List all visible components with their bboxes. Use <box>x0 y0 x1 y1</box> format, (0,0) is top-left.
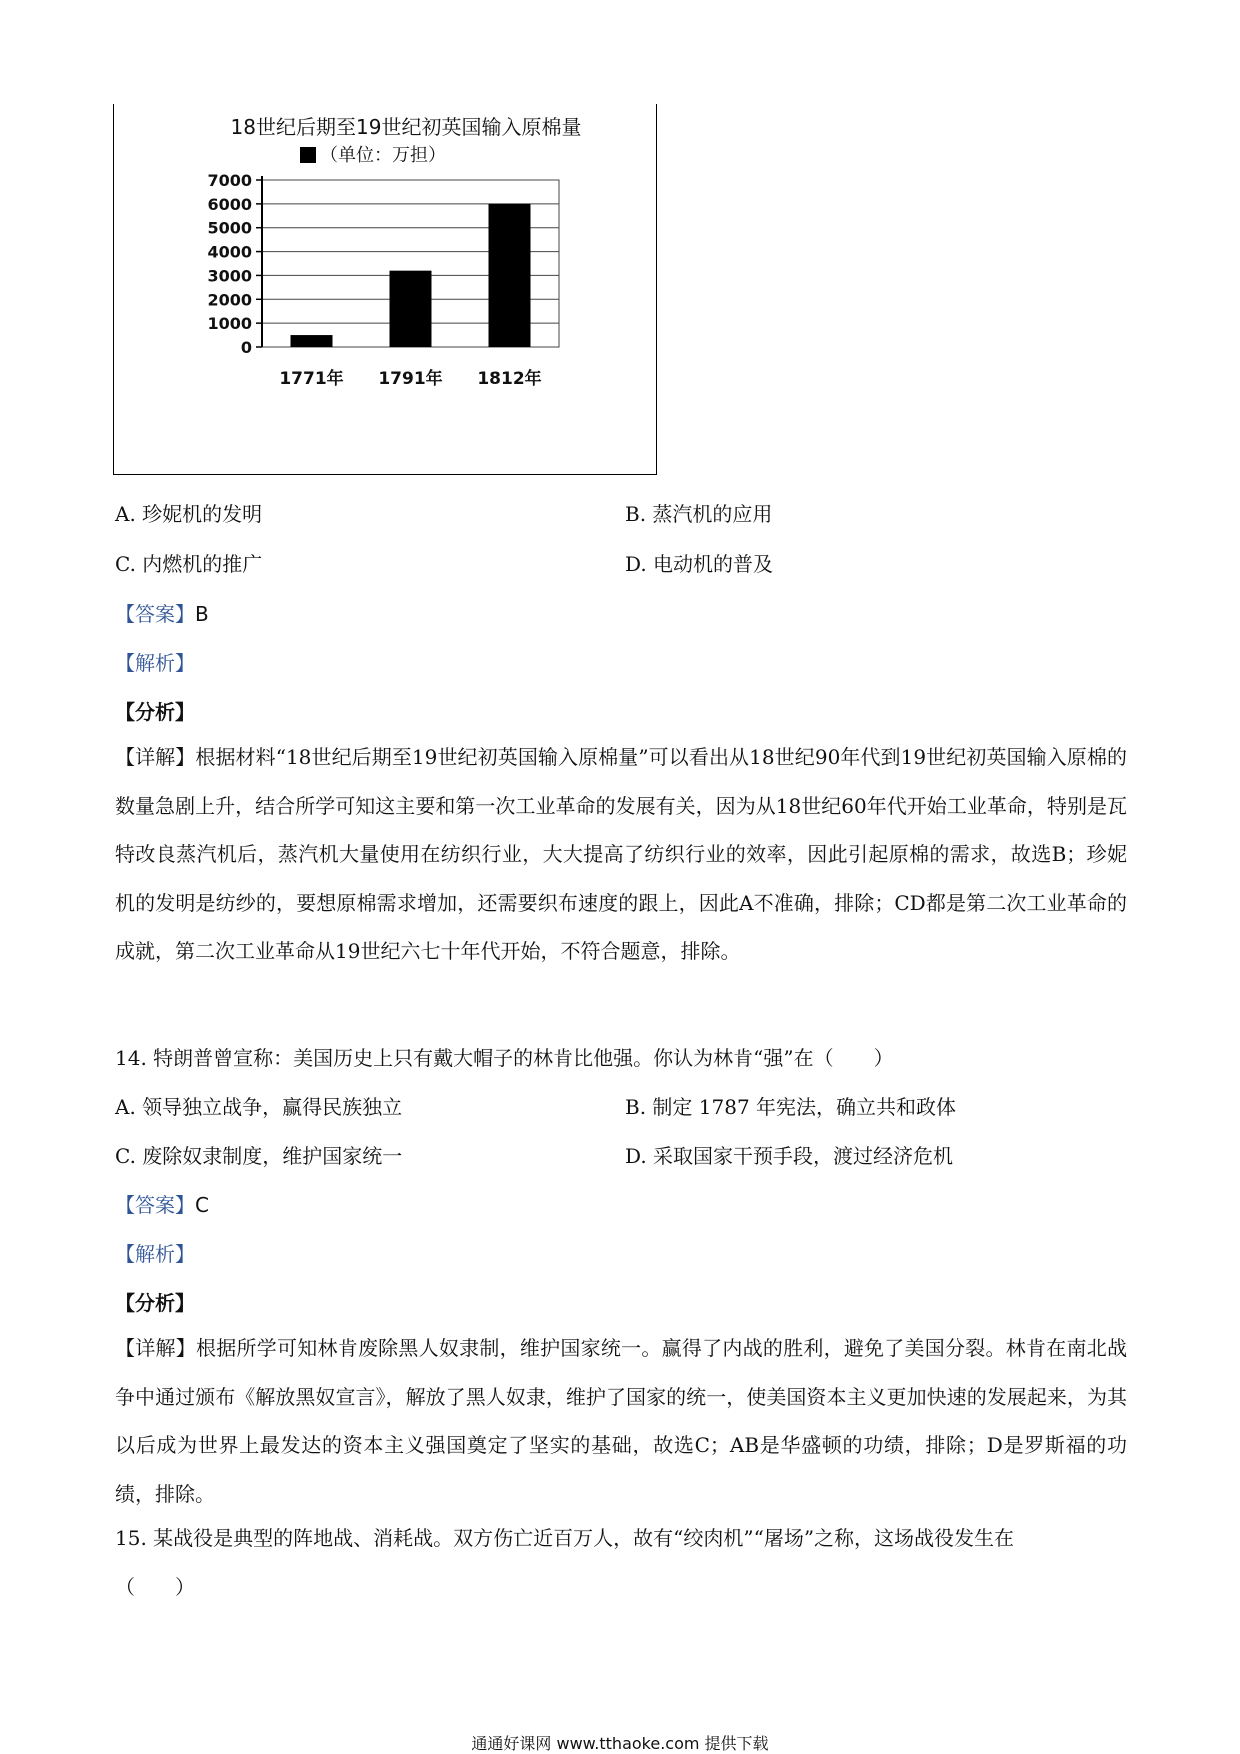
q14-detail-paragraph: 【详解】根据所学可知林肯废除黑人奴隶制，维护国家统一。赢得了内战的胜利，避免了美国分裂。林肯在南北战争中通过颁布《解放黑奴宣言》，解放了黑人奴隶，维护了国家的统一，使美国资本主义更加快速的发展起来，为其以后成为世界上最发达的资本主义强国奠定了坚实的基础，故选C；AB是华盛顿的功绩，排除；D是罗斯福的功绩，排除。 <box>115 1336 1127 1506</box>
q15-question-line2: （ ） <box>115 1575 195 1599</box>
q15-question-line1: 15. 某战役是典型的阵地战、消耗战。双方伤亡近百万人，故有“绞肉机”“屠场”之称，这场战役发生在 <box>115 1526 1015 1550</box>
chart-frame <box>113 104 657 475</box>
q14-analysis-label: 【解析】 <box>115 1242 195 1266</box>
q14-fenxi-line <box>115 1287 195 1316</box>
q14-question: 14. 特朗普曾宣称：美国历史上只有戴大帽子的林肯比他强。你认为林肯“强”在（ ） <box>115 1046 894 1070</box>
q13-option-b[interactable]: B. 蒸汽机的应用 <box>625 502 773 526</box>
q13-option-d[interactable]: D. 电动机的普及 <box>625 552 774 576</box>
q14-answer-label: 【答案】 <box>115 1193 195 1217</box>
bar-2 <box>489 204 531 347</box>
q13-answer-label: 【答案】 <box>115 602 195 626</box>
q13-fenxi-line <box>115 696 195 725</box>
q13-option-c[interactable]: C. 内燃机的推广 <box>115 552 263 576</box>
y-tick-label: 6000 <box>207 194 252 214</box>
q13-detail-paragraph: 【详解】根据材料“18世纪后期至19世纪初英国输入原棉量”可以看出从18世纪90年代到19世纪初英国输入原棉的数量急剧上升，结合所学可知这主要和第一次工业革命的发展有关，因为从18世纪60年代开始工业革命，特别是瓦特改良蒸汽机后，蒸汽机大量使用在纺织行业，大大提高了纺织行业的效率，因此引起原棉的需求，故选B；珍妮机的发明是纺纱的，要想原棉需求增加，还需要织布速度的跟上，因此A不准确，排除；CD都是第二次工业革命的成就，第二次工业革命从19世纪六七十年代开始，不符合题意，排除。 <box>115 745 1127 963</box>
bar-0 <box>291 335 333 347</box>
q13-answer-line <box>115 598 209 627</box>
q14-answer-value: C <box>195 1193 209 1217</box>
cotton-import-bar-chart <box>114 104 656 474</box>
legend-swatch <box>300 147 316 163</box>
q13-analysis-label: 【解析】 <box>115 651 195 675</box>
bar-1 <box>390 271 432 347</box>
y-tick-label: 0 <box>240 338 252 357</box>
chart-title: 18世纪后期至19世纪初英国输入原棉量 <box>230 115 582 139</box>
page-footer: 通通好课网 www.tthaoke.com 提供下载 <box>471 1734 769 1753</box>
q14-option-c[interactable]: C. 废除奴隶制度，维护国家统一 <box>115 1144 403 1168</box>
q13-answer-value: B <box>195 602 209 626</box>
q14-option-d[interactable]: D. 采取国家干预手段，渡过经济危机 <box>625 1144 954 1168</box>
q14-answer-line <box>115 1189 209 1218</box>
chart-legend: （单位：万担） <box>320 145 446 166</box>
q14-fenxi-label: 【分析】 <box>115 1291 195 1315</box>
q14-option-a[interactable]: A. 领导独立战争，赢得民族独立 <box>115 1095 403 1119</box>
y-tick-label: 5000 <box>207 218 252 238</box>
q13-option-a[interactable]: A. 珍妮机的发明 <box>115 502 263 526</box>
y-tick-label: 4000 <box>207 242 252 262</box>
y-tick-label: 2000 <box>207 290 252 310</box>
q14-analysis-line <box>115 1238 195 1267</box>
y-tick-label: 3000 <box>207 266 252 286</box>
x-tick-label: 1812年 <box>477 369 542 389</box>
q14-option-b[interactable]: B. 制定 1787 年宪法，确立共和政体 <box>625 1095 957 1119</box>
q13-analysis-line <box>115 647 195 676</box>
y-tick-label: 7000 <box>207 171 252 190</box>
x-tick-label: 1791年 <box>378 369 443 389</box>
x-tick-label: 1771年 <box>279 369 344 389</box>
q13-fenxi-label: 【分析】 <box>115 700 195 724</box>
y-tick-label: 1000 <box>207 314 252 334</box>
